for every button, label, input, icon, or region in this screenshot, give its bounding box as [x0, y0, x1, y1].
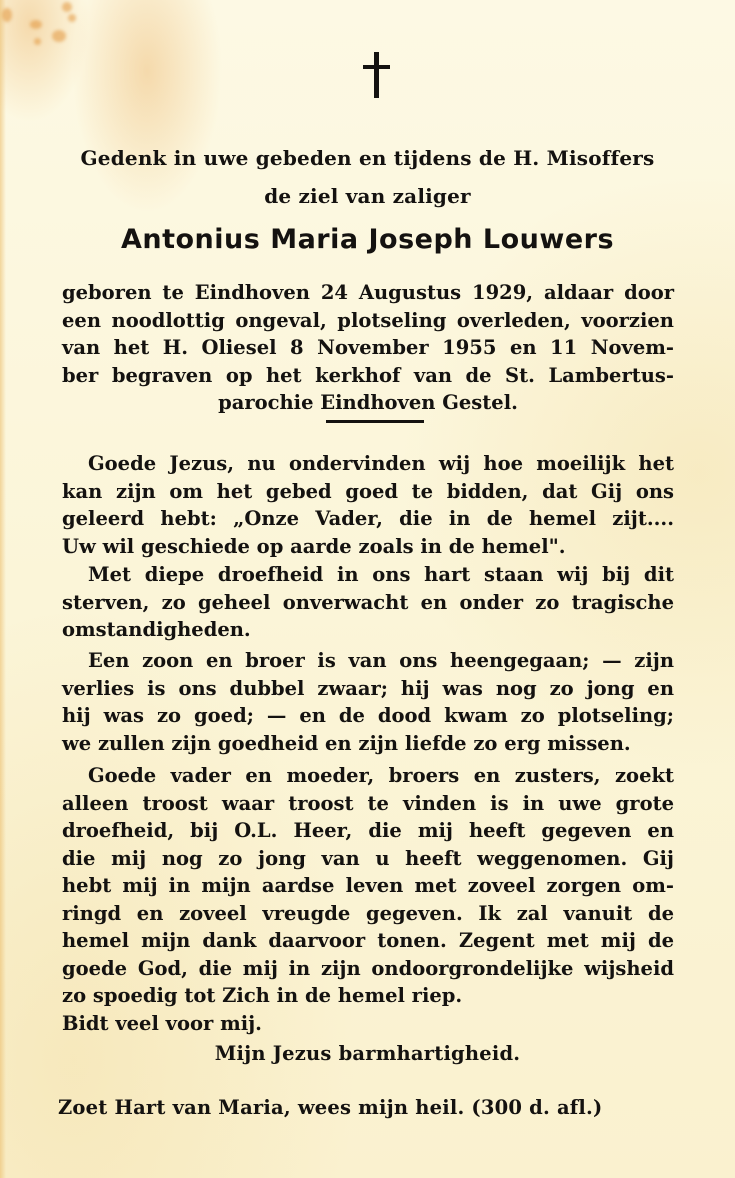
- stain: [30, 20, 42, 29]
- paragraph-line: omstandigheden.: [62, 618, 251, 641]
- paragraph-line: Goede Jezus, nu ondervinden wij hoe moeilijk het: [88, 452, 674, 475]
- divider: [326, 420, 424, 423]
- stain: [34, 38, 41, 45]
- stain: [2, 8, 12, 22]
- paragraph-line: zo spoedig tot Zich in de hemel riep.: [62, 984, 463, 1007]
- intro-line-1: Gedenk in uwe gebeden en tijdens de H. Misoffers: [80, 146, 655, 170]
- paragraph-line: die mij nog zo jong van u heeft weggenomen. Gij: [62, 846, 674, 870]
- paragraph-line: Met diepe droefheid in ons hart staan wij bij dit: [88, 563, 674, 586]
- prayer-heart-of-mary: Zoet Hart van Maria, wees mijn heil. (300 d. afl.): [58, 1096, 603, 1119]
- paragraph-line: Uw wil geschiede op aarde zoals in de hemel".: [62, 534, 566, 558]
- stain: [62, 2, 72, 12]
- paragraph-line: kan zijn om het gebed goed te bidden, dat Gij ons: [62, 479, 674, 503]
- paragraph-line: geleerd hebt: „Onze Vader, die in de hemel zijt....: [62, 507, 674, 530]
- cross-icon: [362, 52, 392, 98]
- paragraph-line: Bidt veel voor mij.: [62, 1011, 262, 1035]
- deceased-name: Antonius Maria Joseph Louwers: [120, 224, 615, 255]
- biography-line: ber begraven op het kerkhof van de St. Lambertus-: [62, 363, 674, 387]
- paragraph-line: goede God, die mij in zijn ondoorgrondelijke wijsheid: [62, 956, 674, 980]
- paragraph-line: Goede vader en moeder, broers en zusters, zoekt: [88, 764, 674, 787]
- paragraph-prayer: [62, 450, 674, 560]
- paragraph-line: droefheid, bij O.L. Heer, die mij heeft gegeven en: [62, 819, 674, 842]
- paragraph-farewell: [62, 762, 674, 1037]
- biography-line: een noodlottig ongeval, plotseling overleden, voorzien: [62, 308, 674, 332]
- paragraph-line: sterven, zo geheel onverwacht en onder zo tragische: [62, 590, 674, 614]
- paragraph-loss: [62, 647, 674, 757]
- stain: [68, 14, 76, 22]
- paragraph-line: ringd en zoveel vreugde gegeven. Ik zal vanuit de: [62, 901, 674, 925]
- stain: [52, 30, 66, 42]
- prayer-mercy: Mijn Jezus barmhartigheid.: [214, 1042, 521, 1065]
- paragraph-line: hij was zo goed; — en de dood kwam zo plotseling;: [62, 704, 674, 727]
- biography-line: van het H. Oliesel 8 November 1955 en 11 Novem-: [62, 336, 674, 359]
- intro-line-2: de ziel van zaliger: [264, 184, 471, 208]
- paragraph-line: Een zoon en broer is van ons heengegaan; — zijn: [88, 649, 674, 672]
- paragraph-line: alleen troost waar troost te vinden is in uwe grote: [62, 791, 674, 815]
- paragraph-line: verlies is ons dubbel zwaar; hij was nog zo jong en: [62, 676, 674, 700]
- paragraph-line: hebt mij in mijn aardse leven met zoveel zorgen om-: [62, 874, 674, 897]
- biography-line: geboren te Eindhoven 24 Augustus 1929, aldaar door: [62, 281, 674, 304]
- biography: [62, 279, 674, 417]
- biography-line: parochie Eindhoven Gestel.: [218, 391, 518, 414]
- paper-edge: [0, 0, 6, 1178]
- paragraph-grief: [62, 561, 674, 644]
- paragraph-line: hemel mijn dank daarvoor tonen. Zegent met mij de: [62, 929, 674, 952]
- paragraph-line: we zullen zijn goedheid en zijn liefde zo erg missen.: [62, 731, 631, 755]
